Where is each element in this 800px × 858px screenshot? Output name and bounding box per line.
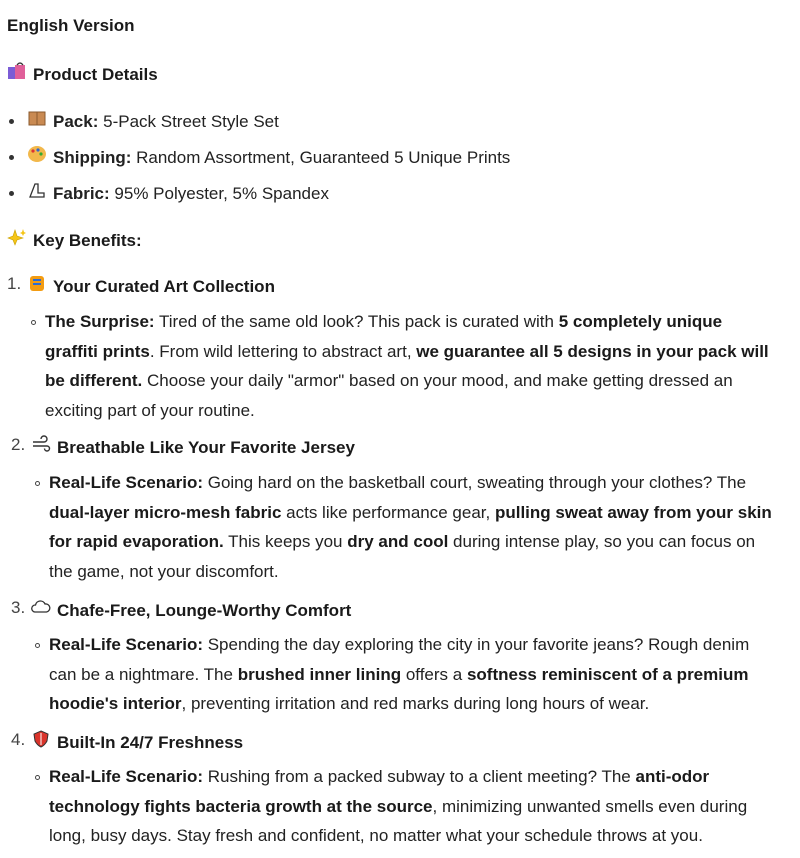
benefit-4-line-1: Real-Life Scenario: Rushing from a packed subway to a client meeting? The anti-odor bbox=[49, 767, 710, 786]
benefit-2-title: Breathable Like Your Favorite Jersey bbox=[31, 435, 355, 458]
benefit-3-line-1: Real-Life Scenario: Spending the day exploring the city in your favorite jeans? Rough denim bbox=[49, 635, 750, 654]
sparkles-icon bbox=[7, 228, 27, 251]
benefit-4-title: Built-In 24/7 Freshness bbox=[31, 730, 243, 753]
benefit-2-line-4: the game, not your discomfort. bbox=[49, 562, 279, 581]
key-benefits-heading: Key Benefits: bbox=[7, 228, 142, 251]
shopping-bags-icon bbox=[7, 62, 27, 85]
cloud-icon bbox=[31, 598, 51, 621]
benefit-1-line-2: graffiti prints. From wild lettering to abstract art, we guarantee all 5 designs in your pack will bbox=[45, 342, 769, 361]
sub-bullet bbox=[31, 320, 36, 325]
benefit-4-line-2: technology fights bacteria growth at the source, minimizing unwanted smells even during bbox=[49, 797, 748, 816]
sub-bullet bbox=[35, 643, 40, 648]
detail-item-shipping: Shipping: Random Assortment, Guaranteed 5 Unique Prints bbox=[27, 145, 510, 168]
document-title: English Version bbox=[7, 16, 135, 35]
shield-icon bbox=[31, 730, 51, 753]
benefit-1-line-4: exciting part of your routine. bbox=[45, 401, 255, 420]
detail-item-pack: Pack: 5-Pack Street Style Set bbox=[27, 109, 279, 132]
benefit-1-line-3: be different. Choose your daily "armor" based on your mood, and make getting dressed an bbox=[45, 371, 733, 390]
bullet bbox=[9, 191, 14, 196]
product-details-heading: Product Details bbox=[7, 62, 158, 85]
benefit-4-line-3: long, busy days. Stay fresh and confident, no matter what your schedule throws at you. bbox=[49, 826, 703, 845]
benefit-2-line-3: for rapid evaporation. This keeps you dry and cool during intense play, so you can focus on bbox=[49, 532, 756, 551]
detail-item-fabric: Fabric: 95% Polyester, 5% Spandex bbox=[27, 181, 329, 204]
list-number: 3. bbox=[11, 598, 26, 617]
graffiti-icon bbox=[27, 274, 47, 297]
palette-icon bbox=[27, 145, 47, 168]
sub-bullet bbox=[35, 481, 40, 486]
sub-bullet bbox=[35, 775, 40, 780]
list-number: 4. bbox=[11, 730, 26, 749]
sewing-icon bbox=[27, 181, 47, 204]
list-number: 1. bbox=[7, 274, 22, 293]
benefit-2-line-1: Real-Life Scenario: Going hard on the basketball court, sweating through your clothes? The bbox=[49, 473, 747, 492]
list-number: 2. bbox=[11, 435, 26, 454]
benefit-1-line-1: The Surprise: Tired of the same old look? This pack is curated with 5 completely unique bbox=[45, 312, 723, 331]
benefit-2-line-2: dual-layer micro-mesh fabric acts like performance gear, pulling sweat away from your skin bbox=[49, 503, 772, 522]
wind-icon bbox=[31, 435, 51, 458]
benefit-3-title: Chafe-Free, Lounge-Worthy Comfort bbox=[31, 598, 351, 621]
benefit-3-line-2: can be a nightmare. The brushed inner lining offers a softness reminiscent of a premium bbox=[49, 665, 749, 684]
package-icon bbox=[27, 109, 47, 132]
benefit-1-title: Your Curated Art Collection bbox=[27, 274, 275, 297]
bullet bbox=[9, 119, 14, 124]
bullet bbox=[9, 155, 14, 160]
benefit-3-line-3: hoodie's interior, preventing irritation and red marks during long hours of wear. bbox=[49, 694, 650, 713]
